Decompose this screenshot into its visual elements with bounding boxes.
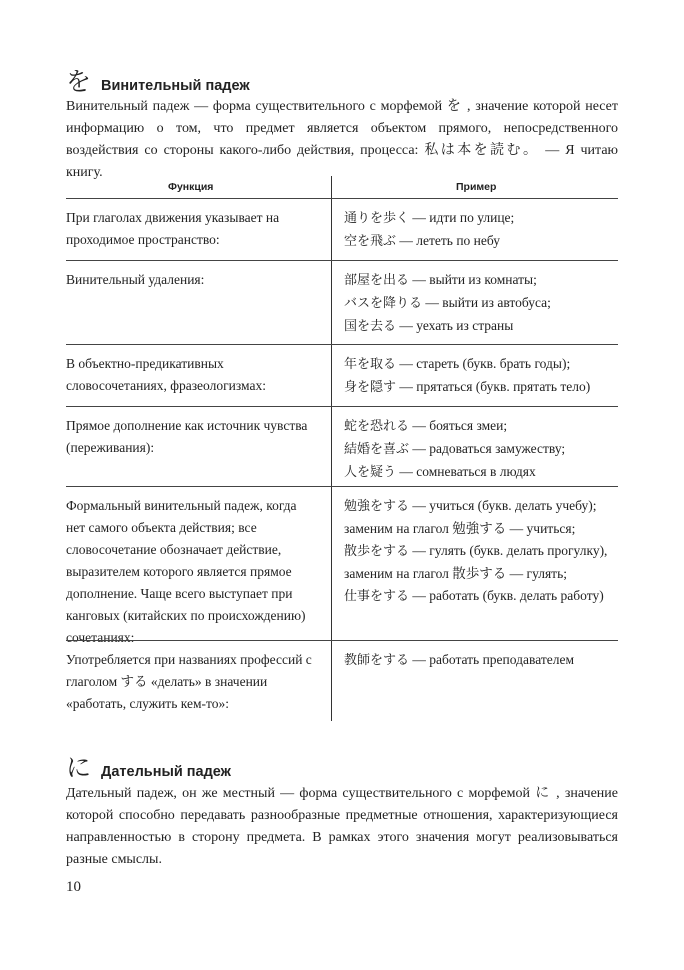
section-title: Винительный падеж <box>101 78 250 94</box>
row-examples <box>344 495 624 608</box>
example-line <box>344 292 624 315</box>
page-number: 10 <box>66 879 81 895</box>
example-line <box>344 376 624 399</box>
row-examples <box>344 415 624 484</box>
example-japanese: 散歩をする <box>344 544 410 559</box>
example-japanese: 国を去る <box>344 319 397 334</box>
example-japanese: バスを降りる <box>344 296 423 311</box>
row-function: В объектно-предикативных словосочетаниях, фразеологизмах: <box>66 356 266 393</box>
section-heading-accusative <box>66 62 250 98</box>
header-function: Функция <box>168 181 214 193</box>
example-line <box>344 415 624 438</box>
example-line <box>344 518 624 540</box>
example-line <box>344 563 624 585</box>
example-line <box>344 230 624 253</box>
section-heading-dative <box>66 748 231 784</box>
example-line <box>344 269 624 292</box>
example-japanese: 蛇を恐れる <box>344 419 410 434</box>
example-line <box>344 461 624 484</box>
example-line <box>344 207 624 230</box>
example-line <box>344 495 624 518</box>
table-header <box>66 176 618 198</box>
row-function: Винительный удаления: <box>66 272 205 287</box>
example-japanese: 部屋を出る <box>344 273 410 288</box>
table-row <box>66 640 618 722</box>
row-examples <box>344 649 624 672</box>
example-translation: — учиться (букв. делать учебу); <box>409 498 597 513</box>
example-translation: — стареть (букв. брать годы); <box>396 356 571 371</box>
example-japanese: 教師をする <box>344 653 410 668</box>
section-paragraph: Дательный падеж, он же местный — форма существительного с морфемой に , значение которой способно передавать разнообразные предметные отношения, характеризующиеся направленностью в сторону предмета. В рамках этого значения могут реализовываться разные смыслы. <box>66 786 618 867</box>
table-row <box>66 486 618 645</box>
header-example: Пример <box>456 181 497 193</box>
example-translation: — радоваться замужеству; <box>409 441 566 456</box>
example-translation: — выйти из автобуса; <box>422 295 551 310</box>
example-japanese: 仕事をする <box>344 589 410 604</box>
example-japanese: 年を取る <box>344 357 397 372</box>
example-translation: — гулять (букв. делать прогулку), <box>409 543 608 558</box>
example-translation: — бояться змеи; <box>409 418 508 433</box>
example-translation: — работать (букв. делать работу) <box>409 588 604 603</box>
row-examples <box>344 269 624 338</box>
example-translation: — лететь по небу <box>396 233 500 248</box>
example-translation: — сомневаться в людях <box>396 464 536 479</box>
row-function: При глаголах движения указывает на проходимое пространство: <box>66 210 280 247</box>
row-examples <box>344 207 624 253</box>
example-translation: — идти по улице; <box>409 210 515 225</box>
section-kana-wo: を <box>66 67 92 96</box>
example-japanese: 結婚を喜ぶ <box>344 442 410 457</box>
row-examples <box>344 353 624 399</box>
example-translation: — выйти из комнаты; <box>409 272 537 287</box>
example-japanese: заменим на глагол 勉強する <box>344 521 507 536</box>
table-row <box>66 198 618 261</box>
example-line <box>344 540 624 563</box>
example-japanese: 人を疑う <box>344 465 397 480</box>
example-japanese: заменим на глагол 散歩する <box>344 566 507 581</box>
example-line <box>344 438 624 461</box>
example-japanese: 身を隠す <box>344 380 397 395</box>
section-paragraph: Винительный падеж — форма существительного с морфемой を , значение которой несет информацию о том, что предмет является объектом прямого, непосредственного воздействия со стороны какого-либо действия, процесса: 私は本を読む。 — Я читаю книгу. <box>66 99 618 180</box>
example-japanese: 空を飛ぶ <box>344 234 397 249</box>
example-japanese: 通りを歩く <box>344 211 410 226</box>
example-translation: — уехать из страны <box>396 318 514 333</box>
row-function: Употребляется при названиях профессий с глаголом する «делать» в значении «работать, служить кем-то»: <box>66 652 312 711</box>
section-title: Дательный падеж <box>101 764 231 780</box>
example-translation: — прятаться (букв. прятать тело) <box>396 379 591 394</box>
example-translation: — гулять; <box>506 566 567 581</box>
example-line <box>344 649 624 672</box>
example-line <box>344 585 624 608</box>
row-function: Прямое дополнение как источник чувства (переживания): <box>66 418 308 455</box>
row-function: Формальный винительный падеж, когда нет самого объекта действия; все словосочетание обозначает действие, выразителем которого является прямое дополнение. Чаще всего выступает при канговых (китайских по происхождению) сочетаниях: <box>66 498 306 645</box>
example-japanese: 勉強をする <box>344 499 410 514</box>
section-kana-ni: に <box>66 753 92 782</box>
example-line <box>344 315 624 338</box>
table-row <box>66 344 618 407</box>
table-row <box>66 260 618 345</box>
example-translation: — учиться; <box>506 521 576 536</box>
example-translation: — работать преподавателем <box>409 652 575 667</box>
table-row <box>66 406 618 487</box>
example-line <box>344 353 624 376</box>
